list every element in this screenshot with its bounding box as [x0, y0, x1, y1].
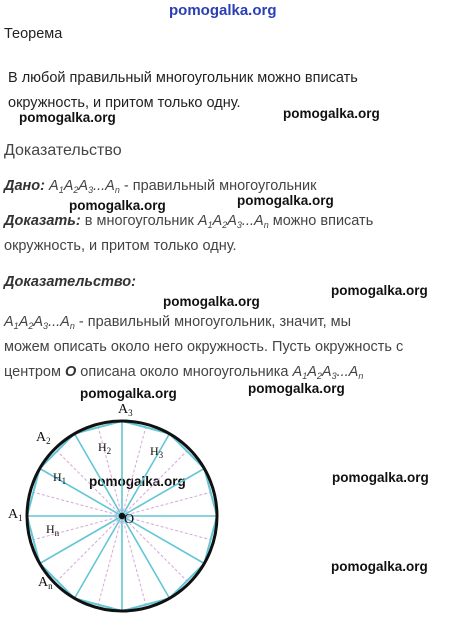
center-name: O	[64, 364, 77, 380]
proof-text: центром	[4, 364, 61, 380]
label-An: $A_n$	[38, 575, 53, 591]
watermark: pomogalka.org	[89, 474, 186, 489]
label-A3: $A_3$	[118, 402, 133, 418]
watermark: pomogalka.org	[331, 559, 428, 574]
given-label: Дано:	[4, 178, 45, 194]
watermark: pomogalka.org	[331, 283, 428, 298]
proof-line-2: можем описать около него окружность. Пусть окружность с	[4, 339, 404, 355]
polygon-name: $A_1A_2A_3...A_n$	[197, 213, 269, 230]
given-line: Дано: $A_1A_2A_3...A_n$ - правильный многоугольник	[4, 178, 317, 195]
watermark: pomogalka.org	[283, 106, 380, 121]
given-text: правильный многоугольник	[132, 178, 317, 194]
apothem-line	[122, 427, 146, 516]
proof-label	[4, 270, 136, 295]
theorem-line: В любой правильный многоугольник можно вписать	[8, 70, 358, 86]
label-A1: $A_1$	[8, 507, 23, 523]
watermark: pomogalka.org	[248, 381, 345, 396]
watermark: pomogalka.org	[80, 386, 177, 401]
proof-line-3	[4, 360, 363, 385]
watermark: pomogalka.org	[19, 110, 116, 125]
label-A2: $A_2$	[36, 430, 51, 446]
proof-label-text: Доказательство:	[4, 274, 136, 290]
watermark: pomogalka.org	[163, 294, 260, 309]
figure-geometry	[27, 421, 217, 611]
watermark: pomogalka.org	[237, 193, 334, 208]
theorem-heading: Теорема	[4, 26, 63, 42]
label-H3: $H_3$	[150, 444, 164, 460]
prove-text: можно вписать	[272, 213, 374, 229]
proof-line-1	[4, 310, 351, 335]
theorem-statement	[8, 66, 438, 116]
proof-text: описана около многоугольника	[80, 364, 289, 380]
apothem-line	[122, 516, 211, 540]
prove-line-2: окружность, и притом только одну.	[4, 238, 237, 254]
prove-text: в многоугольник	[84, 213, 194, 229]
watermark: pomogalka.org	[332, 470, 429, 485]
apothem-line	[33, 492, 122, 516]
label-H2: $H_2$	[98, 440, 112, 456]
label-Hn: $H_n$	[46, 522, 60, 538]
polygon-name: $A_1A_2A_3...A_n$	[292, 364, 364, 381]
label-H1: $H_1$	[53, 470, 67, 486]
radius-line	[122, 516, 170, 598]
theorem-line: окружность, и притом только одну.	[8, 95, 241, 111]
apothem-line	[122, 516, 146, 605]
proof-text: - правильный многоугольник, значит, мы	[78, 314, 352, 330]
apothem-line	[98, 516, 122, 605]
radius-line	[122, 516, 204, 564]
radius-line	[75, 516, 123, 598]
prove-label: Доказать:	[4, 213, 81, 229]
prove-line	[4, 209, 373, 234]
proof-heading: Доказательство	[4, 142, 122, 159]
apothem-line	[122, 492, 211, 516]
polygon-name: $A_1A_2A_3...A_n$	[4, 314, 75, 331]
watermark-top: pomogalka.org	[169, 2, 277, 19]
radius-line	[122, 469, 204, 517]
polygon-name: $A_1A_2A_3...A_n$	[49, 178, 120, 195]
watermark: pomogalka.org	[69, 198, 166, 213]
label-O: O	[124, 512, 135, 527]
